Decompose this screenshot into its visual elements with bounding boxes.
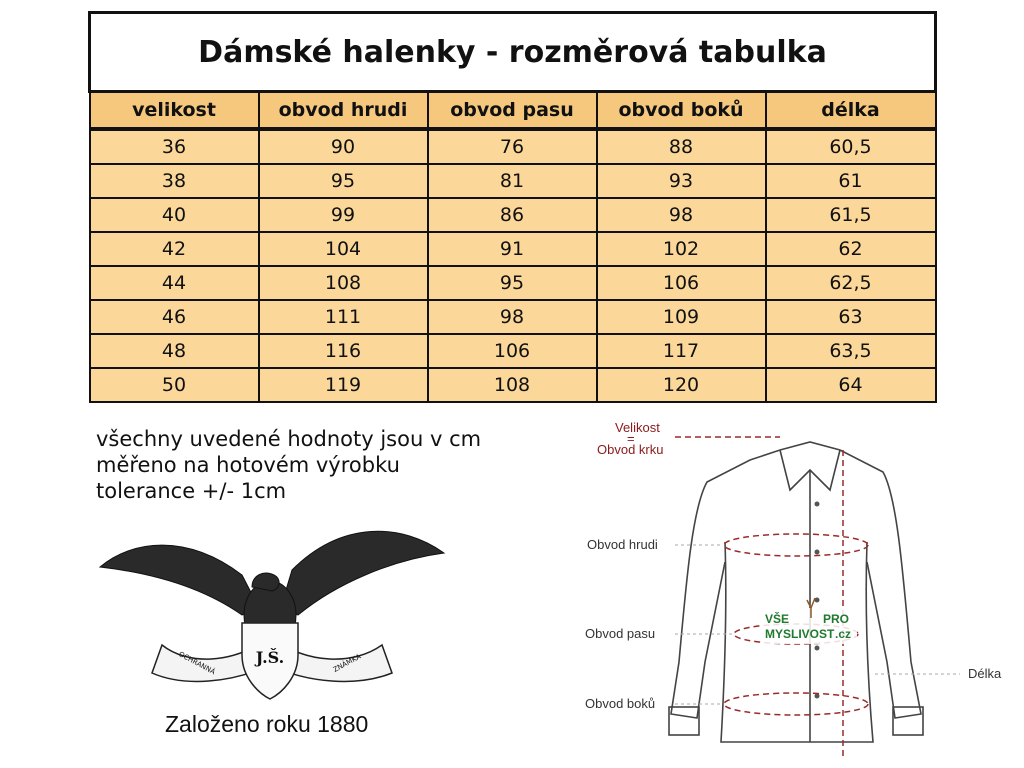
table-cell: 48 bbox=[90, 334, 259, 368]
table-cell: 102 bbox=[597, 232, 766, 266]
table-row bbox=[90, 300, 936, 334]
column-header: velikost bbox=[90, 92, 259, 130]
table-cell: 108 bbox=[428, 368, 597, 402]
table-cell: 42 bbox=[90, 232, 259, 266]
table-cell: 61 bbox=[766, 164, 936, 198]
table-cell: 61,5 bbox=[766, 198, 936, 232]
table-cell: 120 bbox=[597, 368, 766, 402]
table-cell: 104 bbox=[259, 232, 428, 266]
equals-label: = bbox=[627, 431, 635, 446]
ribbon-left-label: OCHRANNÁ bbox=[177, 650, 217, 677]
logo-word-vse: VŠE bbox=[765, 612, 790, 626]
table-cell: 63 bbox=[766, 300, 936, 334]
table-row bbox=[90, 232, 936, 266]
delka-label: Délka bbox=[968, 666, 1002, 681]
table-row bbox=[90, 164, 936, 198]
obvod-hrudi-label: Obvod hrudi bbox=[587, 537, 658, 552]
table-cell: 60,5 bbox=[766, 129, 936, 164]
note-line: všechny uvedené hodnoty jsou v cm bbox=[96, 427, 482, 451]
note-line: tolerance +/- 1cm bbox=[96, 479, 287, 503]
table-cell: 108 bbox=[259, 266, 428, 300]
column-header: délka bbox=[766, 92, 936, 130]
table-cell: 64 bbox=[766, 368, 936, 402]
ribbon-right-label: ZNÁMKA bbox=[331, 652, 363, 674]
obvod-boku-label: Obvod boků bbox=[585, 696, 656, 711]
column-header: obvod hrudi bbox=[259, 92, 428, 130]
table-cell: 86 bbox=[428, 198, 597, 232]
table-cell: 93 bbox=[597, 164, 766, 198]
logo-word-myslivost: MYSLIVOST bbox=[765, 627, 835, 641]
table-cell: 116 bbox=[259, 334, 428, 368]
table-title: Dámské halenky - rozměrová tabulka bbox=[90, 13, 936, 92]
table-cell: 91 bbox=[428, 232, 597, 266]
table-row bbox=[90, 334, 936, 368]
table-cell: 106 bbox=[428, 334, 597, 368]
size-table bbox=[88, 11, 937, 403]
measurement-notes bbox=[96, 426, 481, 504]
table-cell: 62 bbox=[766, 232, 936, 266]
table-cell: 88 bbox=[597, 129, 766, 164]
table-cell: 40 bbox=[90, 198, 259, 232]
table-cell: 98 bbox=[597, 198, 766, 232]
table-cell: 111 bbox=[259, 300, 428, 334]
table-cell: 44 bbox=[90, 266, 259, 300]
column-header: obvod boků bbox=[597, 92, 766, 130]
table-cell: 36 bbox=[90, 129, 259, 164]
eagle-trademark-emblem bbox=[92, 515, 452, 710]
emblem-monogram: J.Š. bbox=[255, 648, 285, 667]
logo-suffix: .cz bbox=[835, 627, 852, 641]
table-cell: 62,5 bbox=[766, 266, 936, 300]
table-cell: 46 bbox=[90, 300, 259, 334]
table-row bbox=[90, 129, 936, 164]
table-cell: 63,5 bbox=[766, 334, 936, 368]
table-row bbox=[90, 368, 936, 402]
founded-caption: Založeno roku 1880 bbox=[165, 711, 369, 737]
table-row bbox=[90, 198, 936, 232]
table-cell: 76 bbox=[428, 129, 597, 164]
table-cell: 119 bbox=[259, 368, 428, 402]
table-cell: 50 bbox=[90, 368, 259, 402]
table-cell: 90 bbox=[259, 129, 428, 164]
obvod-pasu-label: Obvod pasu bbox=[585, 626, 656, 641]
table-cell: 106 bbox=[597, 266, 766, 300]
logo-word-pro: PRO bbox=[823, 612, 850, 626]
table-cell: 98 bbox=[428, 300, 597, 334]
velikost-label: Velikost bbox=[615, 420, 660, 435]
column-header: obvod pasu bbox=[428, 92, 597, 130]
table-cell: 99 bbox=[259, 198, 428, 232]
table-header-row bbox=[90, 92, 936, 130]
table-cell: 95 bbox=[259, 164, 428, 198]
table-cell: 109 bbox=[597, 300, 766, 334]
table-cell: 95 bbox=[428, 266, 597, 300]
table-cell: 38 bbox=[90, 164, 259, 198]
table-row bbox=[90, 266, 936, 300]
note-line: měřeno na hotovém výrobku bbox=[96, 453, 400, 477]
obvod-krku-label: Obvod krku bbox=[597, 442, 664, 457]
table-cell: 81 bbox=[428, 164, 597, 198]
blouse-outline-icon bbox=[669, 442, 923, 742]
table-cell: 117 bbox=[597, 334, 766, 368]
blouse-measurement-diagram bbox=[575, 412, 1024, 768]
